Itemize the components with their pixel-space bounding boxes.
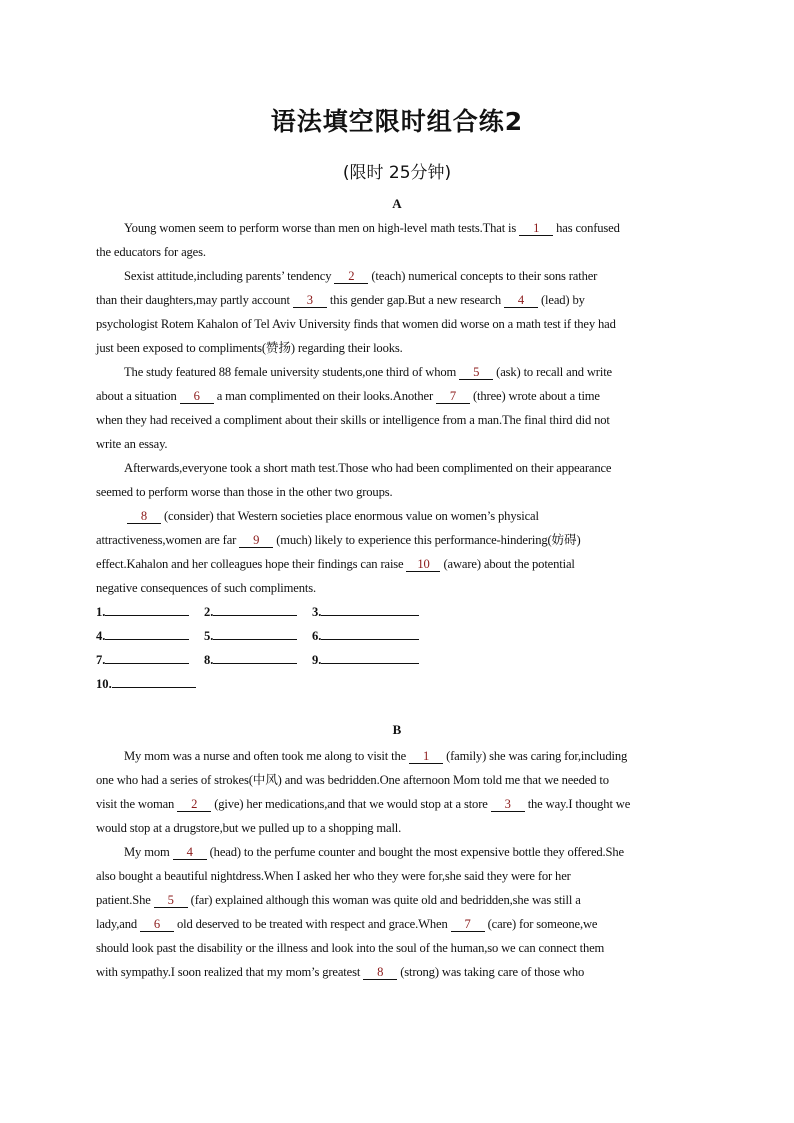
passage-text: (lead) by — [541, 293, 585, 307]
passage-text: one who had a series of strokes(中风) and was bedridden.One afternoon Mom told me that we needed to — [96, 773, 609, 787]
passage-text: negative consequences of such compliments. — [96, 581, 316, 595]
blank-5: 5 — [459, 365, 493, 380]
passage-text: (far) explained although this woman was quite old and bedridden,she was still a — [190, 893, 581, 907]
blank-5: 5 — [154, 893, 188, 908]
passage-line — [96, 576, 696, 600]
passage-text: the educators for ages. — [96, 245, 206, 259]
passage-text: than their daughters,may partly account — [96, 293, 290, 307]
answer-sheet-a — [96, 600, 496, 696]
passage-text: (teach) numerical concepts to their sons rather — [371, 269, 598, 283]
answer-line[interactable] — [321, 625, 419, 640]
passage-text: seemed to perform worse than those in the other two groups. — [96, 485, 393, 499]
blank-6: 6 — [180, 389, 214, 404]
passage-text: effect.Kahalon and her colleagues hope their findings can raise — [96, 557, 404, 571]
answer-blank-5[interactable] — [204, 624, 297, 648]
blank-2: 2 — [334, 269, 368, 284]
answer-line[interactable] — [105, 601, 189, 616]
answer-number: 2. — [204, 605, 214, 619]
blank-7: 7 — [451, 917, 485, 932]
answer-row — [96, 672, 496, 696]
answer-number: 9. — [312, 653, 322, 667]
blank-3: 3 — [293, 293, 327, 308]
passage-text: (ask) to recall and write — [496, 365, 612, 379]
answer-blank-7[interactable] — [96, 648, 189, 672]
answer-row — [96, 600, 496, 624]
passage-text: Young women seem to perform worse than men on high-level math tests.That is — [124, 221, 517, 235]
blank-2: 2 — [177, 797, 211, 812]
passage-text: (strong) was taking care of those who — [400, 965, 585, 979]
passage-text: Afterwards,everyone took a short math test.Those who had been complimented on their appearance — [124, 461, 612, 475]
answer-line[interactable] — [105, 649, 189, 664]
answer-blank-9[interactable] — [312, 648, 419, 672]
blank-1: 1 — [519, 221, 553, 236]
answer-line[interactable] — [321, 649, 419, 664]
answer-number: 10. — [96, 677, 112, 691]
passage-line — [96, 840, 696, 864]
passage-text: about a situation — [96, 389, 177, 403]
passage-line — [96, 816, 696, 840]
answer-number: 7. — [96, 653, 106, 667]
blank-3: 3 — [491, 797, 525, 812]
passage-text: just been exposed to compliments(赞扬) regarding their looks. — [96, 341, 403, 355]
answer-number: 4. — [96, 629, 106, 643]
passage-text: psychologist Rotem Kahalon of Tel Aviv University finds that women did worse on a math test if they had — [96, 317, 616, 331]
passage-line — [96, 480, 696, 504]
passage-line — [96, 408, 696, 432]
passage-text: Sexist attitude,including parents’ tendency — [124, 269, 332, 283]
blank-7: 7 — [436, 389, 470, 404]
answer-number: 1. — [96, 605, 106, 619]
passage-text: (care) for someone,we — [487, 917, 598, 931]
answer-line[interactable] — [213, 625, 297, 640]
passage-line — [96, 216, 696, 240]
answer-blank-3[interactable] — [312, 600, 419, 624]
answer-blank-10[interactable] — [96, 672, 196, 696]
passage-text: also bought a beautiful nightdress.When I asked her who they were for,she said they were for her — [96, 869, 571, 883]
answer-blank-6[interactable] — [312, 624, 419, 648]
answer-line[interactable] — [213, 601, 297, 616]
passage-text: (much) likely to experience this performance-hindering(妨碍) — [276, 533, 581, 547]
section-b-label: B — [392, 722, 402, 737]
answer-row — [96, 624, 496, 648]
passage-line — [96, 552, 696, 576]
blank-4: 4 — [173, 845, 207, 860]
passage-text: should look past the disability or the illness and look into the soul of the human,so we can connect them — [96, 941, 605, 955]
passage-text: this gender gap.But a new research — [329, 293, 501, 307]
blank-8: 8 — [363, 965, 397, 980]
passage-text: a man complimented on their looks.Another — [216, 389, 433, 403]
blank-6: 6 — [140, 917, 174, 932]
page-title: 语法填空限时组合练2 — [270, 107, 524, 136]
passage-line — [96, 768, 696, 792]
answer-blank-1[interactable] — [96, 600, 189, 624]
passage-line — [96, 312, 696, 336]
answer-blank-2[interactable] — [204, 600, 297, 624]
passage-text: lady,and — [96, 917, 137, 931]
passage-text: write an essay. — [96, 437, 168, 451]
passage-text: (three) wrote about a time — [473, 389, 600, 403]
passage-text: (aware) about the potential — [443, 557, 575, 571]
answer-line[interactable] — [321, 601, 419, 616]
passage-line — [96, 384, 696, 408]
passage-text: when they had received a compliment about their skills or intelligence from a man.The final third did not — [96, 413, 610, 427]
passage-line — [96, 864, 696, 888]
passage-line — [96, 912, 696, 936]
blank-1: 1 — [409, 749, 443, 764]
passage-text: would stop at a drugstore,but we pulled up to a shopping mall. — [96, 821, 402, 835]
answer-number: 3. — [312, 605, 322, 619]
passage-text: has confused — [556, 221, 620, 235]
passage-text: attractiveness,women are far — [96, 533, 237, 547]
blank-4: 4 — [504, 293, 538, 308]
answer-blank-4[interactable] — [96, 624, 189, 648]
passage-text: (give) her medications,and that we would stop at a store — [214, 797, 488, 811]
passage-text: (head) to the perfume counter and bought the most expensive bottle they offered.She — [209, 845, 624, 859]
passage-line — [96, 456, 696, 480]
section-a-label: A — [392, 196, 402, 211]
answer-line[interactable] — [213, 649, 297, 664]
passage-line — [96, 264, 696, 288]
passage-line — [96, 336, 696, 360]
passage-text: visit the woman — [96, 797, 175, 811]
section-a-passage — [96, 216, 696, 600]
passage-text: The study featured 88 female university students,one third of whom — [124, 365, 457, 379]
passage-line — [96, 504, 696, 528]
passage-line — [96, 528, 696, 552]
passage-line — [96, 888, 696, 912]
passage-text: My mom was a nurse and often took me along to visit the — [124, 749, 407, 763]
passage-text: (consider) that Western societies place enormous value on women’s physical — [164, 509, 539, 523]
blank-10: 10 — [406, 557, 440, 572]
answer-blank-8[interactable] — [204, 648, 297, 672]
passage-text: the way.I thought we — [527, 797, 631, 811]
passage-line — [96, 288, 696, 312]
passage-line — [96, 240, 696, 264]
passage-text: patient.She — [96, 893, 151, 907]
passage-line — [96, 936, 696, 960]
time-limit-subtitle: (限时 25分钟) — [342, 163, 452, 183]
section-b-passage — [96, 744, 696, 984]
answer-line[interactable] — [105, 625, 189, 640]
answer-line[interactable] — [112, 673, 196, 688]
answer-number: 5. — [204, 629, 214, 643]
passage-text: with sympathy.I soon realized that my mom’s greatest — [96, 965, 361, 979]
passage-text: (family) she was caring for,including — [446, 749, 628, 763]
answer-row — [96, 648, 496, 672]
answer-number: 6. — [312, 629, 322, 643]
passage-line — [96, 960, 696, 984]
passage-line — [96, 744, 696, 768]
passage-text: old deserved to be treated with respect and grace.When — [177, 917, 448, 931]
blank-8: 8 — [127, 509, 161, 524]
passage-line — [96, 432, 696, 456]
blank-9: 9 — [239, 533, 273, 548]
passage-line — [96, 360, 696, 384]
passage-text: My mom — [124, 845, 170, 859]
answer-number: 8. — [204, 653, 214, 667]
passage-line — [96, 792, 696, 816]
